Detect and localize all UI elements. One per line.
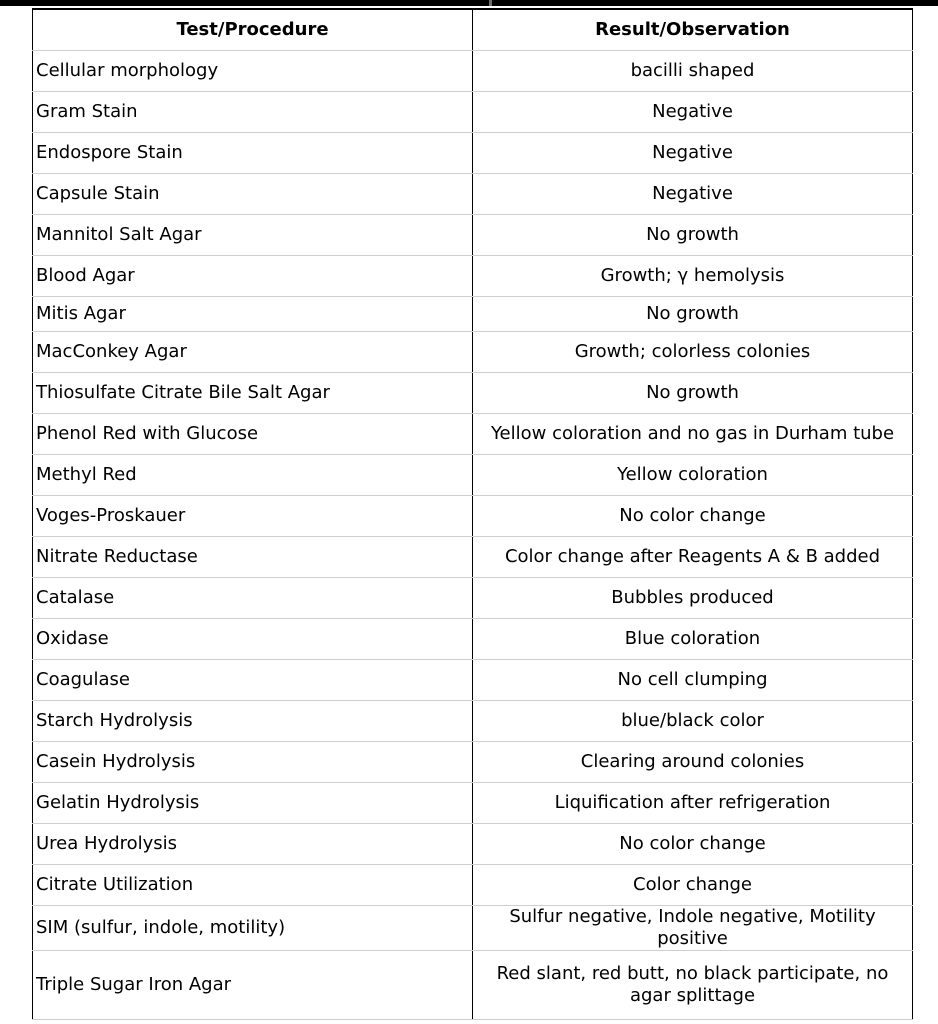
test-result: Yellow coloration and no gas in Durham tube [473, 414, 913, 455]
table-row [33, 578, 913, 619]
table-row [33, 701, 913, 742]
table-row [33, 783, 913, 824]
test-result: bacilli shaped [473, 51, 913, 92]
test-name: Coagulase [33, 660, 473, 701]
test-name: Blood Agar [33, 256, 473, 297]
header-test-procedure: Test/Procedure [33, 9, 473, 51]
table-row [33, 951, 913, 1020]
test-result: Bubbles produced [473, 578, 913, 619]
test-result: No cell clumping [473, 660, 913, 701]
header-result-observation: Result/Observation [473, 9, 913, 51]
top-border-divider [489, 0, 492, 6]
test-name: Gelatin Hydrolysis [33, 783, 473, 824]
table-row [33, 865, 913, 906]
test-name: Capsule Stain [33, 174, 473, 215]
test-name: Mitis Agar [33, 297, 473, 332]
test-name: Gram Stain [33, 92, 473, 133]
table-row [33, 742, 913, 783]
test-name: Endospore Stain [33, 133, 473, 174]
top-border-bar [0, 0, 938, 6]
test-result: No color change [473, 496, 913, 537]
test-name: Cellular morphology [33, 51, 473, 92]
table-row [33, 455, 913, 496]
test-result: Negative [473, 174, 913, 215]
test-result: Color change after Reagents A & B added [473, 537, 913, 578]
test-result: blue/black color [473, 701, 913, 742]
test-name: Triple Sugar Iron Agar [33, 951, 473, 1020]
test-result: No color change [473, 824, 913, 865]
test-result: Clearing around colonies [473, 742, 913, 783]
test-name: Casein Hydrolysis [33, 742, 473, 783]
table-row [33, 174, 913, 215]
table-row [33, 297, 913, 332]
test-result: Growth; colorless colonies [473, 332, 913, 373]
test-result: Negative [473, 92, 913, 133]
test-result: Blue coloration [473, 619, 913, 660]
test-result: Negative [473, 133, 913, 174]
test-result: Liquification after refrigeration [473, 783, 913, 824]
test-result: No growth [473, 297, 913, 332]
table-header-row [33, 9, 913, 51]
test-result: Yellow coloration [473, 455, 913, 496]
table-row [33, 332, 913, 373]
table-row [33, 215, 913, 256]
table-row [33, 660, 913, 701]
table-row [33, 496, 913, 537]
table-row [33, 256, 913, 297]
results-table [32, 8, 913, 1020]
table-row [33, 619, 913, 660]
test-name: Thiosulfate Citrate Bile Salt Agar [33, 373, 473, 414]
table-row [33, 906, 913, 951]
test-result: Sulfur negative, Indole negative, Motility positive [473, 906, 913, 951]
test-result: Red slant, red butt, no black participate, no agar splittage [473, 951, 913, 1020]
test-name: SIM (sulfur, indole, motility) [33, 906, 473, 951]
test-name: Citrate Utilization [33, 865, 473, 906]
table-row [33, 537, 913, 578]
test-name: Oxidase [33, 619, 473, 660]
test-result: No growth [473, 215, 913, 256]
table-row [33, 51, 913, 92]
test-name: Urea Hydrolysis [33, 824, 473, 865]
table-row [33, 373, 913, 414]
table-row [33, 92, 913, 133]
test-name: Phenol Red with Glucose [33, 414, 473, 455]
table-row [33, 133, 913, 174]
table-row [33, 824, 913, 865]
test-result: Color change [473, 865, 913, 906]
table-row [33, 414, 913, 455]
test-name: Mannitol Salt Agar [33, 215, 473, 256]
test-name: Voges-Proskauer [33, 496, 473, 537]
test-name: Catalase [33, 578, 473, 619]
test-name: Nitrate Reductase [33, 537, 473, 578]
test-name: Methyl Red [33, 455, 473, 496]
test-result: Growth; γ hemolysis [473, 256, 913, 297]
test-name: Starch Hydrolysis [33, 701, 473, 742]
test-name: MacConkey Agar [33, 332, 473, 373]
test-result: No growth [473, 373, 913, 414]
